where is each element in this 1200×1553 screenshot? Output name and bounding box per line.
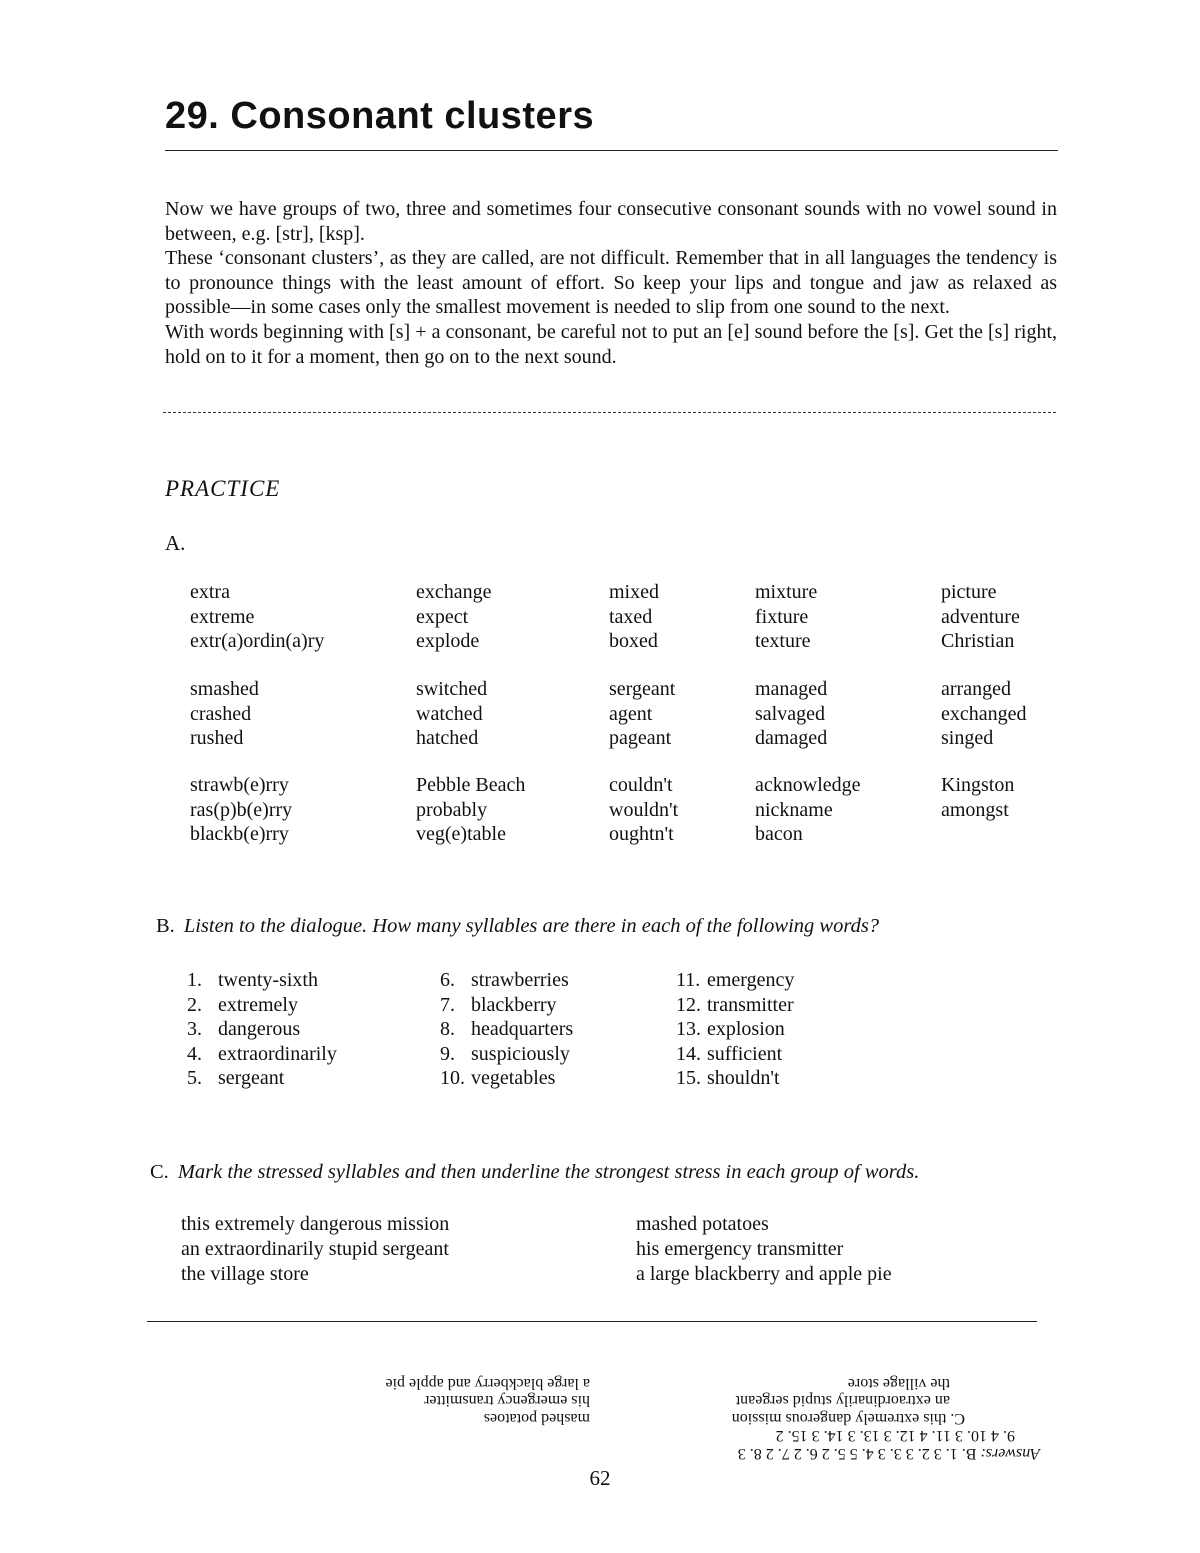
item-word: twenty-sixth [218, 969, 318, 991]
section-c-heading [150, 1161, 919, 1184]
practice-word: fixture [755, 605, 809, 628]
item-number: 11. [676, 969, 701, 991]
word-column [755, 580, 817, 654]
item-number: 12. [676, 993, 701, 1016]
practice-word: bacon [755, 823, 803, 846]
answers-c-line: a large blackberry and apple pie [385, 1375, 590, 1392]
item-word: strawberries [471, 969, 569, 991]
item-number: 3. [187, 1018, 202, 1041]
practice-word: pageant [609, 727, 672, 750]
practice-word: sergeant [609, 678, 676, 700]
word-column [190, 580, 324, 654]
word-column [609, 677, 675, 751]
item-number: 10. [440, 1067, 465, 1090]
practice-word: ras(p)b(e)rry [190, 798, 293, 821]
numbered-word [676, 968, 794, 993]
intro-divider [163, 412, 1056, 413]
numbered-word-column [440, 968, 573, 1091]
practice-word: watched [416, 702, 483, 725]
intro-paragraph-1: Now we have groups of two, three and sometimes four consecutive consonant sounds with no vowel sound in between, e.g. [str], [ksp]. [165, 198, 1057, 245]
practice-word: exchange [416, 581, 492, 603]
answers-c-line: mashed potatoes [483, 1410, 590, 1427]
item-number: 7. [440, 993, 455, 1016]
practice-word: extr(a)ordin(a)ry [190, 630, 325, 653]
word-column [609, 580, 659, 654]
section-c-phrases-left [181, 1212, 449, 1287]
item-number: 6. [440, 969, 455, 991]
item-word: headquarters [471, 1018, 574, 1041]
numbered-word [187, 1066, 337, 1091]
practice-word: boxed [609, 630, 658, 653]
section-a-label: A. [165, 531, 186, 555]
section-b-heading [156, 915, 879, 938]
numbered-word [187, 1042, 337, 1067]
answers-c-line: an extraordinarily stupid sergeant [735, 1392, 950, 1410]
item-number: 14. [676, 1042, 701, 1065]
practice-word: hatched [416, 727, 479, 750]
intro-paragraph-3: With words beginning with [s] + a consonant, be careful not to put an [e] sound before the [s]. Get the [s] right, hold on to it for a moment, then go on to the next sound. [165, 320, 1057, 368]
numbered-word [676, 993, 794, 1018]
phrase: the village store [181, 1263, 309, 1285]
word-column [941, 677, 1027, 751]
page-title: 29. Consonant clusters [165, 95, 595, 137]
answers-label: Answers: [980, 1445, 1040, 1462]
answers-c-line: his emergency transmitter [424, 1392, 590, 1410]
practice-word: Pebble Beach [416, 774, 526, 796]
answers-divider [147, 1321, 1037, 1322]
practice-word: rushed [190, 727, 244, 750]
phrase: this extremely dangerous mission [181, 1213, 450, 1235]
item-word: sergeant [218, 1067, 285, 1090]
practice-word: picture [941, 581, 997, 603]
intro-text [165, 197, 1057, 369]
item-word: dangerous [218, 1018, 301, 1041]
practice-word: extreme [190, 605, 255, 628]
upside-down-answer-key [150, 1357, 1040, 1462]
item-number: 2. [187, 993, 202, 1016]
practice-word: taxed [609, 605, 653, 628]
practice-word: agent [609, 702, 653, 725]
practice-word: crashed [190, 702, 252, 725]
section-c-phrases-right [636, 1212, 892, 1287]
practice-word: probably [416, 798, 488, 821]
numbered-word-column [676, 968, 794, 1091]
practice-heading: PRACTICE [165, 476, 281, 501]
item-word: shouldn't [707, 1067, 780, 1090]
answers-c-line: the village store [847, 1375, 950, 1392]
practice-word: exchanged [941, 702, 1027, 725]
practice-word: smashed [190, 678, 259, 700]
answers-c-line: C. this extremely dangerous mission [731, 1410, 965, 1427]
practice-word: Christian [941, 630, 1015, 653]
title-underline [165, 150, 1058, 151]
practice-word: acknowledge [755, 774, 861, 796]
word-column [941, 580, 1020, 654]
practice-word: extra [190, 581, 230, 603]
numbered-word [676, 1042, 794, 1067]
practice-word: managed [755, 678, 828, 700]
item-word: extremely [218, 993, 298, 1016]
answers-right-column [386, 1375, 591, 1428]
numbered-word [440, 1017, 573, 1042]
word-column [416, 677, 487, 751]
item-number: 8. [440, 1018, 455, 1041]
word-column [755, 677, 827, 751]
answers-left-column [732, 1375, 1040, 1463]
item-word: explosion [707, 1018, 785, 1041]
item-word: sufficient [707, 1042, 783, 1065]
word-column [416, 580, 492, 654]
numbered-word [440, 1042, 573, 1067]
numbered-word [187, 1017, 337, 1042]
word-column [609, 773, 678, 847]
numbered-word [187, 993, 337, 1018]
answers-b-row-1: Answers: B. 1. 3 2. 3 3. 3 4. 5 5. 2 6. 2 7. 2 8. 3 [737, 1445, 1040, 1462]
section-b-letter: B. [156, 915, 175, 937]
page-number: 62 [589, 1466, 611, 1490]
item-number: 4. [187, 1042, 202, 1065]
item-word: blackberry [471, 993, 557, 1016]
numbered-word [440, 1066, 573, 1091]
practice-word: couldn't [609, 774, 673, 796]
practice-word: nickname [755, 798, 833, 821]
word-column [755, 773, 861, 847]
phrase: mashed potatoes [636, 1213, 769, 1235]
practice-word: amongst [941, 798, 1009, 821]
practice-word: veg(e)table [416, 823, 506, 846]
item-number: 1. [187, 969, 202, 991]
numbered-word [676, 1017, 794, 1042]
practice-word: adventure [941, 605, 1020, 628]
word-column [941, 773, 1014, 822]
practice-word: texture [755, 630, 811, 653]
section-b-instruction: Listen to the dialogue. How many syllables are there in each of the following words? [183, 915, 880, 937]
phrase: his emergency transmitter [636, 1238, 844, 1260]
section-c-instruction: Mark the stressed syllables and then underline the strongest stress in each group of words. [177, 1161, 920, 1183]
practice-word: blackb(e)rry [190, 823, 289, 846]
item-number: 9. [440, 1042, 455, 1065]
numbered-word-column [187, 968, 337, 1091]
practice-word: Kingston [941, 774, 1015, 796]
practice-word: strawb(e)rry [190, 774, 289, 796]
practice-word: arranged [941, 678, 1011, 700]
item-word: emergency [707, 969, 795, 991]
word-column [190, 677, 259, 751]
practice-word: wouldn't [609, 798, 679, 821]
answers-b-row-2: 9. 4 10. 3 11. 4 12. 3 13. 3 14. 3 15. 2 [775, 1427, 1015, 1445]
practice-word: expect [416, 605, 469, 628]
practice-word: switched [416, 678, 488, 700]
item-number: 15. [676, 1067, 701, 1090]
practice-word: mixture [755, 581, 818, 603]
practice-word: oughtn't [609, 823, 674, 846]
practice-word: explode [416, 630, 480, 653]
item-number: 13. [676, 1018, 701, 1041]
word-column [190, 773, 292, 847]
phrase: a large blackberry and apple pie [636, 1263, 892, 1285]
item-word: extraordinarily [218, 1042, 337, 1065]
item-word: suspiciously [471, 1042, 570, 1065]
practice-word: salvaged [755, 702, 825, 725]
numbered-word [440, 993, 573, 1018]
numbered-word [187, 968, 337, 993]
practice-word: singed [941, 727, 994, 750]
item-word: vegetables [471, 1067, 556, 1090]
intro-paragraph-2: These ‘consonant clusters’, as they are called, are not difficult. Remember that in all languages the tendency is to pronounce things with the least amount of effort. So keep your lips and tongue and jaw as relaxed as possible—in some cases only the smallest movement is needed to slip from one sound to the next. [165, 247, 1057, 319]
numbered-word [440, 968, 573, 993]
phrase: an extraordinarily stupid sergeant [181, 1238, 449, 1260]
word-column [416, 773, 525, 847]
item-number: 5. [187, 1067, 202, 1090]
practice-word: mixed [609, 581, 659, 603]
section-c-letter: C. [150, 1161, 169, 1183]
item-word: transmitter [707, 993, 794, 1016]
numbered-word [676, 1066, 794, 1091]
practice-word: damaged [755, 727, 828, 750]
